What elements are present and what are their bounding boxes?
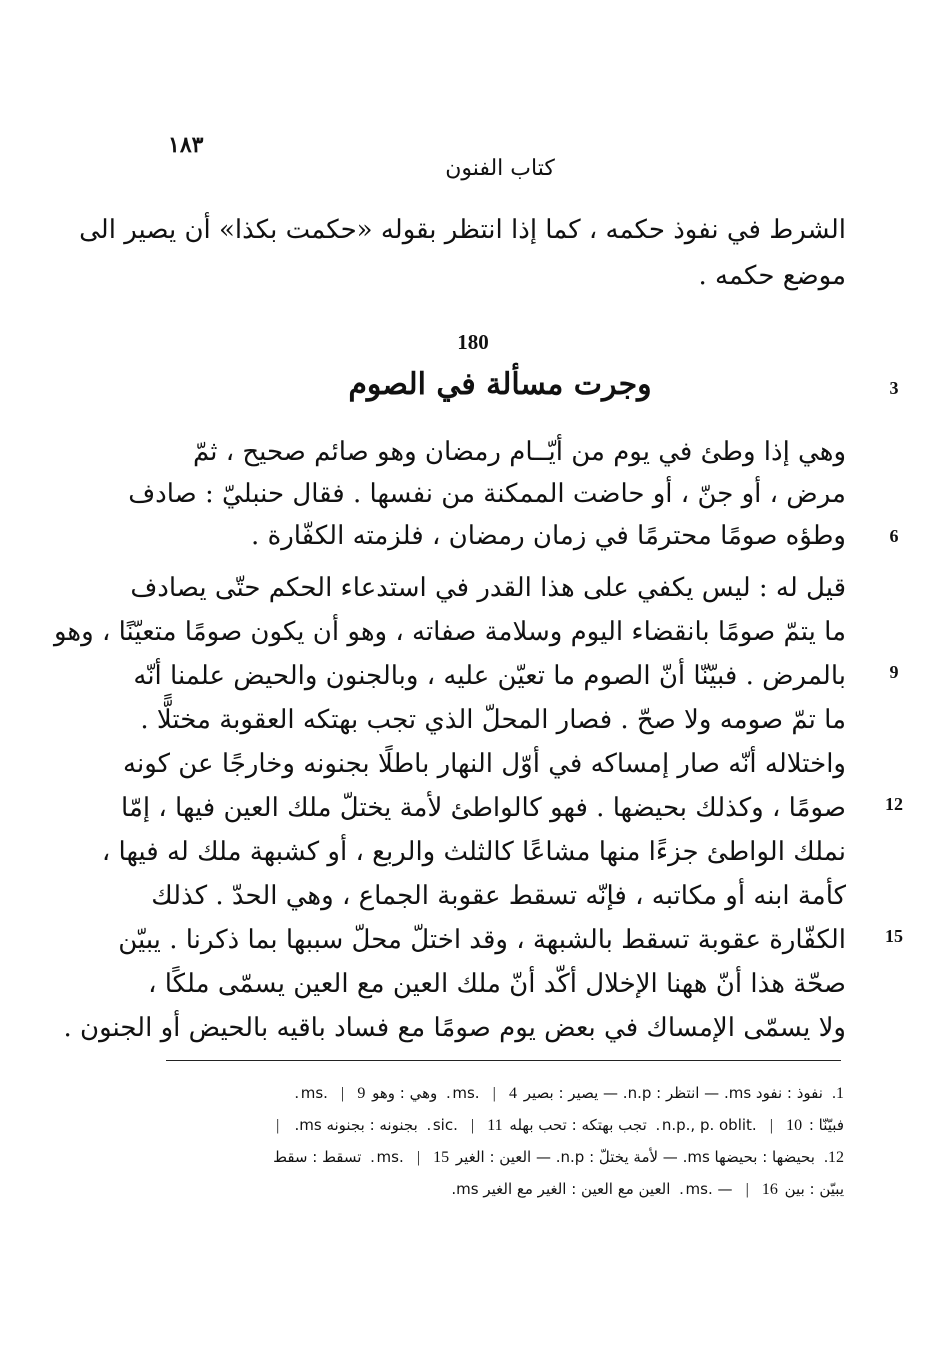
footnote-text: بجنونه : بجنونه ms. — [294, 1116, 418, 1134]
running-head: كتاب الفنون — [445, 156, 555, 181]
paragraph2-line-8: كأمة ابنه أو مكاتبه ، فإنّه تسقط عقوبة الجماع ، وهي الحدّ . كذلك — [151, 881, 846, 911]
footnote-separator: | — [769, 1117, 773, 1134]
footnote-separator: | — [745, 1181, 749, 1198]
paragraph2-line-10: صحّة هذا أنّ ههنا الإخلال أكّد أنّ ملك العين مع العين يسمّى ملكًا ، — [148, 969, 846, 999]
footnote-num: 10. — [655, 1117, 803, 1134]
page-number: ١٨٣ — [168, 132, 204, 158]
footnote-text: وهي : وهو ms. — [300, 1084, 438, 1102]
footnote-num: 16. — [679, 1181, 778, 1198]
footnote-separator: | — [492, 1085, 496, 1102]
line-number-12: 12 — [885, 794, 903, 814]
footnote-text: العين مع العين : الغير مع الغير ms. — [451, 1180, 671, 1198]
footnote-text: يبيّن : بين ms. — — [685, 1180, 844, 1198]
paragraph1-line-1: وهي إذا وطئ في يوم من أيّــام رمضان وهو صائم صحيح ، ثمّ — [192, 437, 846, 467]
footnote-num: 9. — [294, 1085, 366, 1102]
paragraph2-line-7: نملك الواطئ جزءًا منها مشاعًا كالثلث والربع ، أو كشبهة ملك له فيها ، — [101, 837, 846, 867]
footnote-line-2 — [160, 1110, 846, 1141]
paragraph2-line-5: واختلاله أنّه صار إمساكه في أوّل النهار باطلًا بجنونه وخارجًا عن كونه — [123, 749, 846, 779]
footnote-line-3 — [160, 1142, 846, 1173]
footnote-num: 1. — [832, 1085, 844, 1102]
footnote-rule — [166, 1060, 841, 1061]
footnote-text: بحيضها : بحيضها ms. — لأمة يختلّ : n.p. — العين : الغير ms. — [376, 1148, 815, 1166]
line-number-9: 9 — [889, 662, 899, 682]
footnote-text: تجب بهتكه : تحب بهله sic. — [432, 1116, 647, 1134]
footnote-separator: | — [470, 1117, 475, 1134]
paragraph1-line-2: مرض ، أو جنّ ، أو حاضت الممكنة من نفسها . فقال حنبليّ : صادف — [128, 479, 846, 509]
footnote-line-4 — [160, 1174, 846, 1205]
paragraph2-line-9: الكفّارة عقوبة تسقط بالشبهة ، وقد اختلّ محلّ سببها بما ذكرنا . يبيّن — [118, 925, 846, 955]
paragraph1-line-3: وطؤه صومًا محترمًا في زمان رمضان ، فلزمته الكفّارة . — [251, 521, 846, 551]
section-number: 180 — [457, 330, 489, 354]
paragraph2-line-6: صومًا ، وكذلك بحيضها . فهو كالواطئ لأمة يختلّ ملك العين فيها ، إمّا — [121, 793, 846, 823]
footnote-separator: | — [276, 1117, 280, 1134]
line-number-3: 3 — [889, 378, 899, 398]
footnote-num: 15. — [370, 1149, 450, 1166]
footnote-text: نفوذ : نفود ms. — انتظر : n.p. — يصير : بصير ms. — [452, 1084, 823, 1102]
paragraph2-line-11: ولا يسمّى الإمساك في بعض يوم صومًا مع فساد باقيه بالحيض أو الجنون . — [63, 1013, 846, 1043]
paragraph2-line-1: قيل له : ليس يكفي على هذا القدر في استدعاء الحكم حتّى يصادف — [130, 573, 846, 603]
footnote-separator: | — [341, 1085, 345, 1102]
footnote-num: 12. — [824, 1149, 844, 1166]
footnote-num: 11. — [426, 1117, 503, 1134]
footnote-num: 4. — [446, 1085, 517, 1102]
footnote-text: تسقط : سقط — [273, 1148, 362, 1166]
paragraph2-line-4: ما تمّ صومه ولا صحّ . فصار المحلّ الذي تجب بهتكه العقوبة مختلًّا . — [140, 705, 846, 735]
intro-line-1: الشرط في نفوذ حكمه ، كما إذا انتظر بقوله «حكمت بكذا» أن يصير الى — [79, 215, 846, 245]
line-number-6: 6 — [889, 526, 899, 546]
line-number-15: 15 — [885, 926, 903, 946]
paragraph2-line-2: ما يتمّ صومًا بانقضاء اليوم وسلامة صفاته ، وهو أن يكون صومًا متعيّنًا ، وهو — [53, 617, 846, 647]
paragraph2-line-3: بالمرض . فبيّنّا أنّ الصوم ما تعيّن عليه ، وبالجنون والحيض علمنا أنّه — [133, 661, 846, 691]
footnote-line-1 — [160, 1078, 846, 1109]
section-title: وجرت مسألة في الصوم — [348, 367, 652, 402]
footnote-separator: | — [416, 1149, 421, 1166]
intro-line-2: موضع حكمه . — [698, 261, 846, 291]
footnote-text: فبيّنّا : n.p., p. oblit. — [661, 1116, 844, 1134]
